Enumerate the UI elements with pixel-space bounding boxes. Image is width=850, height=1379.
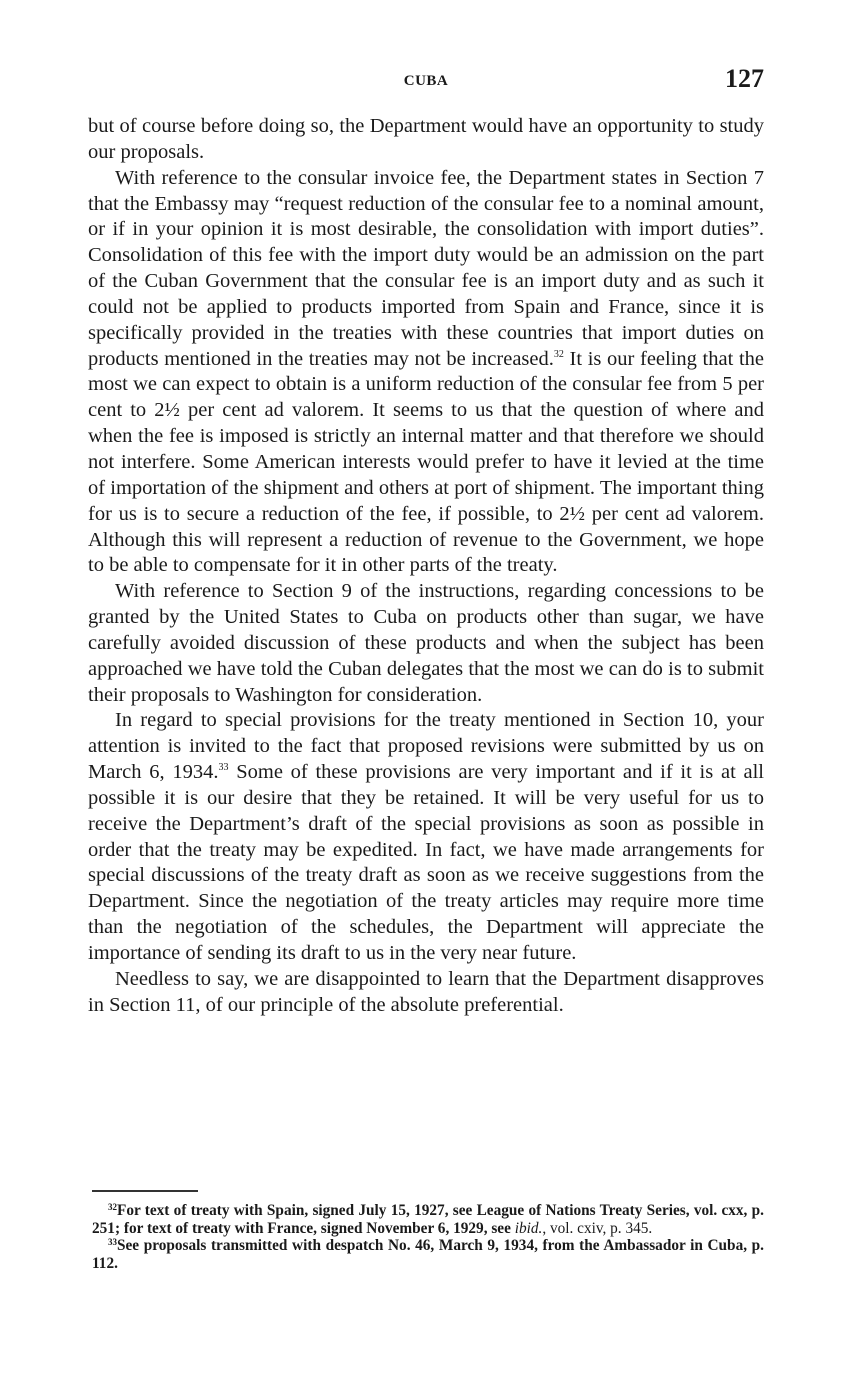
page-header: [88, 64, 764, 100]
footnote-text: , vol. cxiv, p. 345.: [542, 1219, 653, 1237]
paragraph-text: Some of these provisions are very important and if it is at all possible it is our desire that they be retained. It will be very useful for us to receive the Department’s draft of the special provisions as soon as possible in order that the treaty may be expedited. In fact, we have made arrangements for special discussions of the treaty draft as soon as we receive suggestions from the Department. Since the negotiation of the treaty articles may require more time than the negotiation of the schedules, the Department will appreciate the importance of sending its draft to us in the very near future.: [88, 761, 764, 964]
paragraph-text: With reference to the consular invoice fee, the Department states in Section 7 that the Embassy may “request reduction of the consular fee to a nominal amount, or if in your opinion it is most desirable, the consolidation with import duties”. Consolidation of this fee with the import duty would be an admission on the part of the Cuban Government that the consular fee is an import duty and as such it could not be applied to products imported from Spain and France, since it is specifically provided in the treaties with these countries that import duties on products mentioned in the treaties may not be increased.: [88, 166, 764, 370]
footnote-marker: 33: [108, 1237, 117, 1247]
footnote-reference-32[interactable]: 32: [553, 348, 564, 360]
footnote-33: [92, 1237, 764, 1272]
paragraph-text: It is our feeling that the most we can expect to obtain is a uniform reduction of the consular fee from 5 per cent to 2½ per cent ad valorem. It seems to us that the question of where and when the fee is imposed is strictly an internal matter and that therefore we should not interfere. Some American interests would prefer to have it levied at the time of importation of the shipment and others at port of shipment. The important thing for us is to secure a reduction of the fee, if possible, to 2½ per cent ad valorem. Although this will represent a reduction of revenue to the Government, we hope to be able to compensate for it in other parts of the treaty.: [88, 347, 764, 577]
footnote-text: For text of treaty with Spain, signed July 15, 1927, see League of Nations Treaty Series, vol. cxx, p. 251; for text of treaty with France, signed November 6, 1929, see: [92, 1202, 764, 1237]
paragraph-consular-fee: [88, 166, 764, 580]
paragraph-section-10: [88, 708, 764, 966]
footnote-text: See proposals transmitted with despatch No. 46, March 9, 1934, from the Ambassador in Cuba, p. 112.: [92, 1237, 764, 1272]
paragraph-continuation: but of course before doing so, the Department would have an opportunity to study our proposals.: [88, 115, 764, 163]
paragraph-section-9: With reference to Section 9 of the instructions, regarding concessions to be granted by the United States to Cuba on products other than sugar, we have carefully avoided discussion of these products and when the subject has been approached we have told the Cuban delegates that the most we can do is to submit their proposals to Washington for consideration.: [88, 580, 764, 706]
footnote-ibid: ibid.: [514, 1219, 543, 1237]
page-number: 127: [725, 64, 764, 93]
running-head: CUBA: [403, 73, 449, 89]
footnotes: [92, 1202, 764, 1272]
body-text: [88, 114, 764, 1019]
footnote-divider: [92, 1190, 198, 1192]
footnote-32: [92, 1202, 764, 1237]
footnote-marker: 32: [108, 1202, 117, 1212]
footnote-reference-33[interactable]: 33: [218, 762, 229, 774]
paragraph-section-11: Needless to say, we are disappointed to learn that the Department disapproves in Section 11, of our principle of the absolute preferential.: [88, 967, 764, 1016]
paragraph-text: In regard to special provisions for the treaty mentioned in Section 10, your attention is invited to the fact that proposed revisions were submitted by us on March 6, 1934.: [88, 709, 764, 784]
